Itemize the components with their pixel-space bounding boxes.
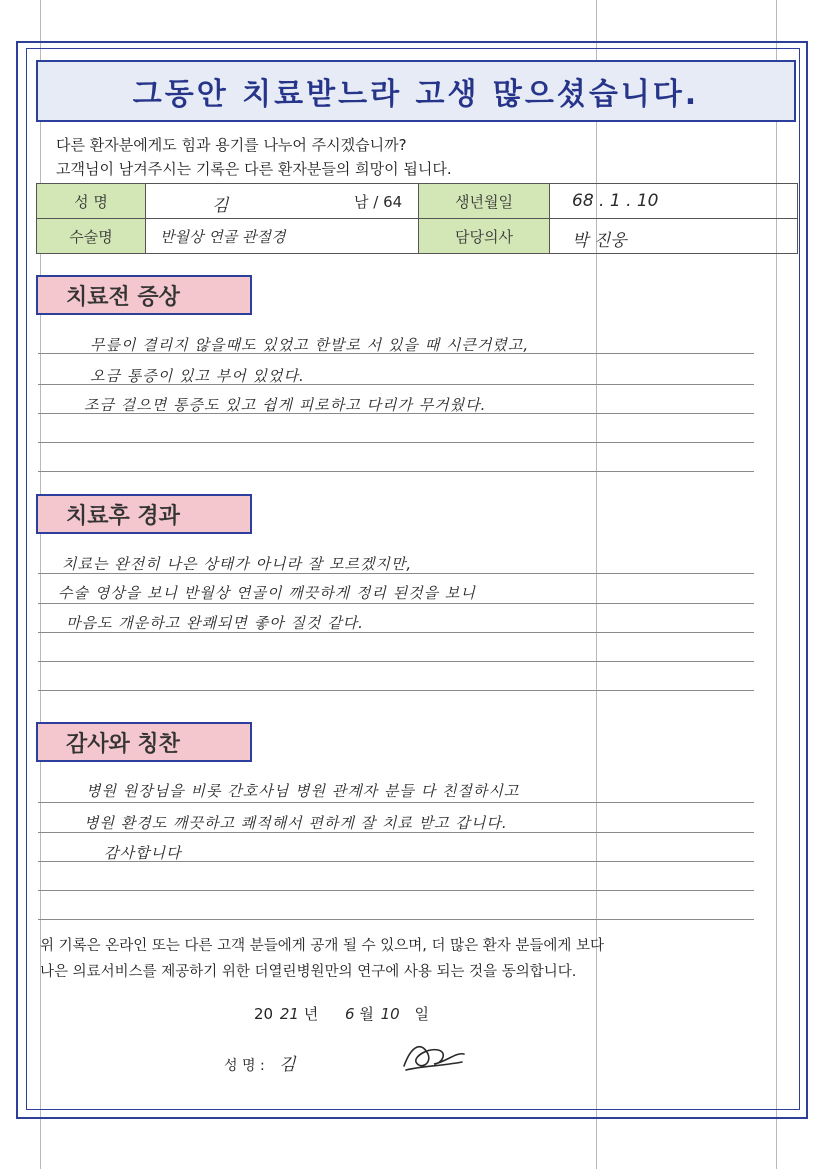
surgery-value: 반월상 연골 관절경 [160, 228, 286, 246]
surgery-cell [146, 219, 419, 254]
signature-label: 성 명 : [224, 1058, 265, 1074]
intro-line-1: 다른 환자분에게도 힘과 용기를 나누어 주시겠습니까? [56, 136, 407, 154]
after-line-2: 수술 영상을 보니 반월상 연골이 깨끗하게 정리 된것을 보니 [58, 584, 476, 602]
doctor-label: 담당의사 [419, 219, 550, 254]
date-year-unit: 년 [303, 1005, 319, 1023]
intro-line-2: 고객님이 남겨주시는 기록은 다른 환자분들의 희망이 됩니다. [56, 160, 452, 178]
section-thanks-label: 감사와 칭찬 [36, 722, 252, 762]
date-year: 21 [279, 1005, 299, 1023]
name-label: 성 명 [37, 184, 146, 219]
date-line [254, 1003, 429, 1024]
date-day-unit: 일 [414, 1005, 430, 1023]
consent-line-2: 나은 의료서비스를 제공하기 위한 더열린병원만의 연구에 사용 되는 것을 동의합니다. [40, 964, 577, 980]
consent-line-1: 위 기록은 온라인 또는 다른 고객 분들에게 공개 될 수 있으며, 더 많은 환자 분들에게 보다 [40, 938, 604, 954]
page-title: 그동안 치료받느라 고생 많으셨습니다. [132, 77, 700, 112]
birth-cell [550, 184, 798, 219]
name-value: 김 [212, 196, 229, 216]
handwritten-signature [398, 1036, 470, 1076]
surgery-label: 수술명 [37, 219, 146, 254]
signature-line [224, 1050, 296, 1075]
before-line-2: 오금 통증이 있고 부어 있었다. [90, 367, 305, 385]
thanks-line-2: 병원 환경도 깨끗하고 쾌적해서 편하게 잘 치료 받고 갑니다. [84, 814, 508, 832]
title-banner [36, 60, 796, 122]
before-line-1: 무릎이 결리지 않을때도 있었고 한발로 서 있을 때 시큰거렸고, [90, 336, 530, 354]
patient-info-table [36, 183, 798, 254]
date-prefix: 20 [254, 1005, 274, 1023]
signature-name: 김 [279, 1055, 296, 1075]
section-after-label: 치료후 경과 [36, 494, 252, 534]
doctor-value: 박 진웅 [572, 231, 627, 251]
date-day: 10 [380, 1005, 400, 1023]
name-cell [146, 184, 419, 219]
thanks-line-3: 감사합니다 [104, 844, 182, 862]
after-line-3: 마음도 개운하고 완쾌되면 좋아 질것 같다. [66, 614, 364, 632]
section-before-label: 치료전 증상 [36, 275, 252, 315]
after-line-1: 치료는 완전히 나은 상태가 아니라 잘 모르겠지만, [62, 555, 413, 573]
doctor-cell [550, 219, 798, 254]
gender-age-value: 남 / 64 [354, 193, 403, 211]
date-month: 6 [345, 1005, 355, 1023]
birth-value: 68 . 1 . 10 [572, 191, 659, 211]
before-line-3: 조금 걸으면 통증도 있고 쉽게 피로하고 다리가 무거웠다. [84, 396, 487, 414]
birth-label: 생년월일 [419, 184, 550, 219]
date-month-unit: 월 [359, 1005, 374, 1023]
thanks-line-1: 병원 원장님을 비롯 간호사님 병원 관계자 분들 다 친절하시고 [86, 782, 520, 800]
